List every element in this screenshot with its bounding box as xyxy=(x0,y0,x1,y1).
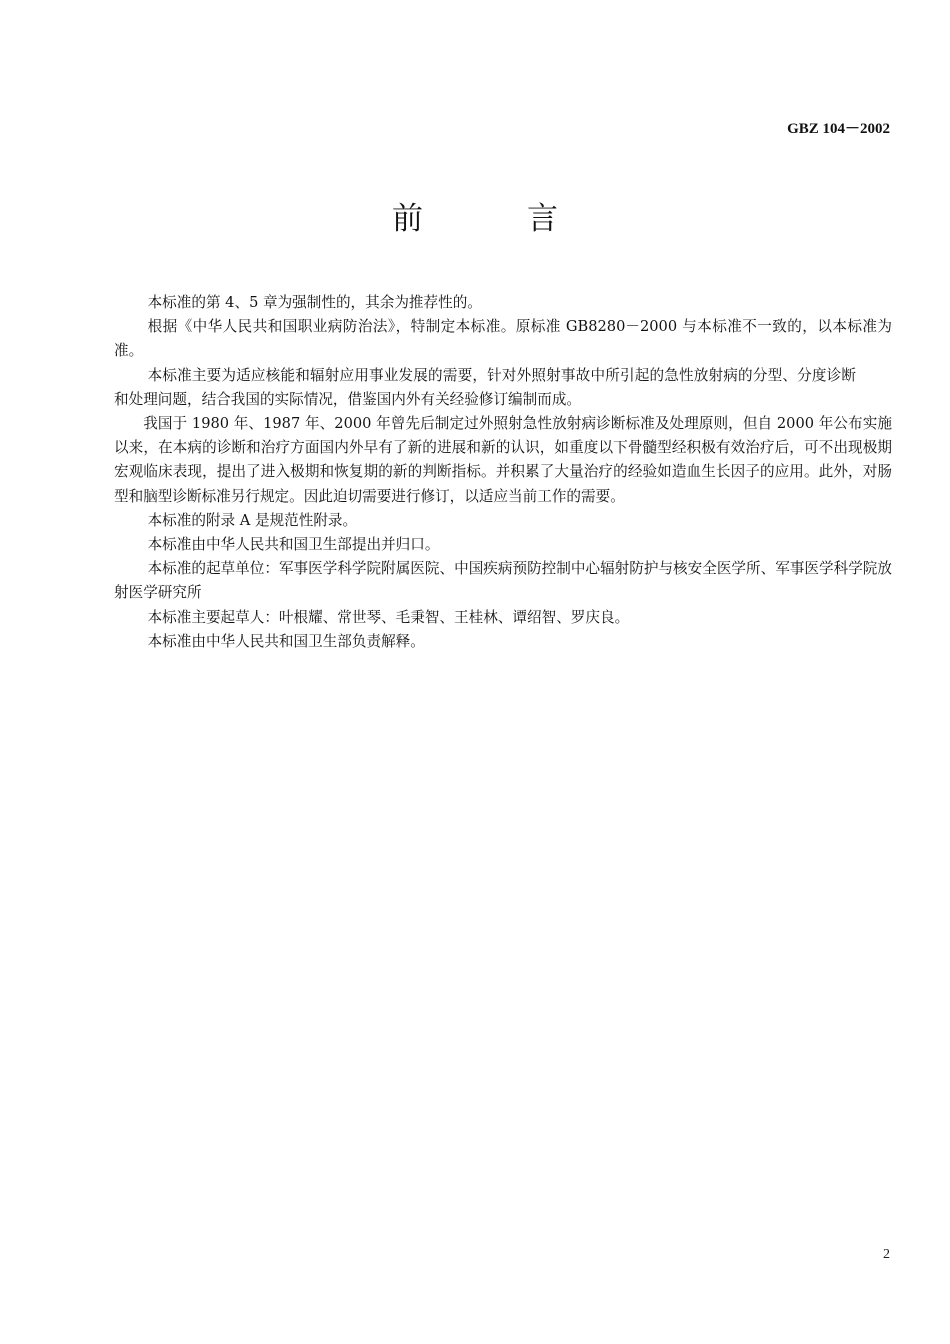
standard-code: GBZ 104－2002 xyxy=(787,121,890,137)
paragraph-drafting-units: 本标准的起草单位：军事医学科学院附属医院、中国疾病预防控制中心辐射防护与核安全医学所、军事医学科学院放射医学研究所 xyxy=(114,560,892,602)
paragraph-history: 我国于 1980 年、1987 年、2000 年曾先后制定过外照射急性放射病诊断标准及处理原则，但自 2000 年公布实施以来，在本病的诊断和治疗方面国内外早有了新的进展和新的认识，如重度以下骨髓型经积极有效治疗后，可不出现极期宏观临床表现，提出了进入极期和恢复期的新的判断指标。并积累了大量治疗的经验如造血生长因子的应用。此外，对肠型和脑型诊断标准另行规定。因此迫切需要进行修订，以适应当前工作的需要。 xyxy=(114,415,892,505)
title-char-2: 言 xyxy=(527,201,558,237)
paragraph-drafters: 本标准主要起草人：叶根耀、常世琴、毛秉智、王桂林、谭绍智、罗庆良。 xyxy=(147,608,630,626)
paragraph-appendix: 本标准的附录 A 是规范性附录。 xyxy=(147,511,358,529)
paragraph-legal-basis: 根据《中华人民共和国职业病防治法》，特制定本标准。原标准 GB8280－2000 与本标准不一致的，以本标准为准。 xyxy=(114,318,892,360)
page-number: 2 xyxy=(883,1247,890,1262)
page-title xyxy=(0,193,950,238)
title-char-1: 前 xyxy=(392,201,423,237)
paragraph-interpretation: 本标准由中华人民共和国卫生部负责解释。 xyxy=(147,632,425,650)
foreword-body xyxy=(114,291,892,654)
paragraph-purpose: 本标准主要为适应核能和辐射应用事业发展的需要，针对外照射事故中所引起的急性放射病的分型、分度诊断和处理问题，结合我国的实际情况，借鉴国内外有关经验修订编制而成。 xyxy=(114,366,856,408)
paragraph-mandatory-chapters: 本标准的第 4、5 章为强制性的，其余为推荐性的。 xyxy=(147,294,482,311)
paragraph-proposer: 本标准由中华人民共和国卫生部提出并归口。 xyxy=(147,536,440,554)
